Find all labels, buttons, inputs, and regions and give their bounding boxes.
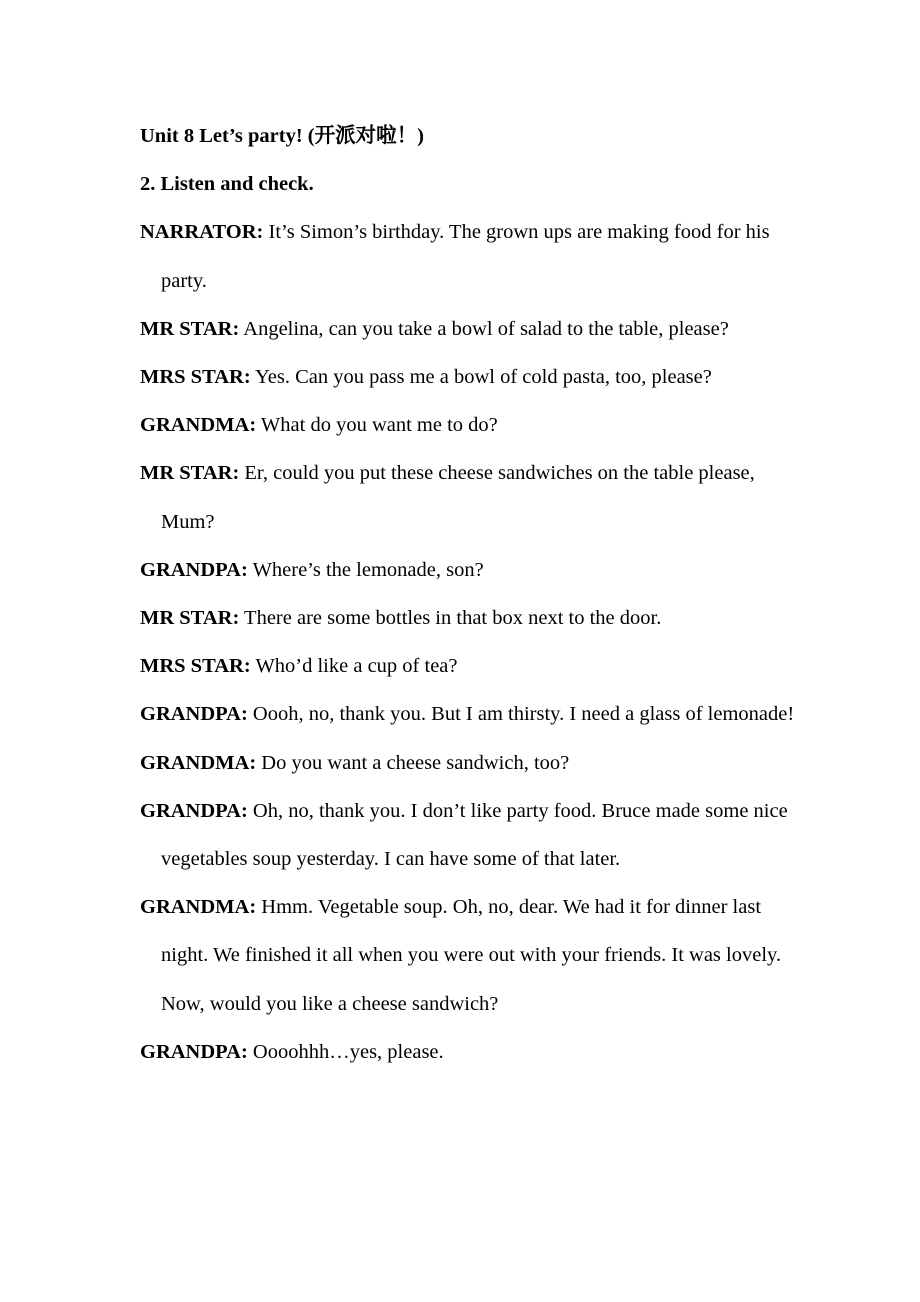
unit-title: Unit 8 Let’s party! (开派对啦！): [140, 125, 424, 147]
dialogue-line: [140, 739, 800, 787]
dialogue-text: What do you want me to do?: [260, 414, 498, 437]
dialogue-line: [140, 787, 800, 883]
speaker-label: MRS STAR:: [140, 366, 251, 389]
dialogue-line: [140, 883, 800, 1028]
dialogue-line: [140, 401, 800, 449]
dialogue-line: [140, 208, 800, 304]
dialogue-line: [140, 642, 800, 690]
dialogue-text: Er, could you put these cheese sandwiches on the table please, Mum?: [161, 462, 755, 533]
speaker-label: MRS STAR:: [140, 655, 251, 678]
speaker-label: GRANDMA:: [140, 414, 257, 437]
speaker-label: GRANDPA:: [140, 558, 248, 581]
dialogue-text: Oooh, no, thank you. But I am thirsty. I need a glass of lemonade!: [252, 703, 795, 726]
dialogue-line: [140, 546, 800, 594]
speaker-label: GRANDPA:: [140, 1040, 248, 1063]
dialogue-text: Who’d like a cup of tea?: [255, 655, 458, 678]
dialogue-line: [140, 305, 800, 353]
dialogue-text: Do you want a cheese sandwich, too?: [261, 751, 570, 774]
speaker-label: NARRATOR:: [140, 221, 264, 244]
dialogue-text: Oooohhh…yes, please.: [252, 1040, 444, 1063]
dialogue-text: Angelina, can you take a bowl of salad to the table, please?: [243, 317, 729, 340]
speaker-label: GRANDPA:: [140, 703, 248, 726]
dialogue-text: There are some bottles in that box next to the door.: [244, 607, 662, 630]
speaker-label: GRANDMA:: [140, 896, 257, 919]
dialogue-text: Where’s the lemonade, son?: [252, 558, 484, 581]
speaker-label: GRANDPA:: [140, 799, 248, 822]
speaker-label: GRANDMA:: [140, 751, 257, 774]
document-body: [140, 112, 800, 1076]
dialogue-line: [140, 594, 800, 642]
dialogue-text: Hmm. Vegetable soup. Oh, no, dear. We had it for dinner last night. We finished it all when you were out with your friends. It was lovely. Now, would you like a cheese sandwich?: [161, 896, 782, 1015]
speaker-label: MR STAR:: [140, 462, 240, 485]
dialogue-line: [140, 449, 800, 545]
speaker-label: MR STAR:: [140, 317, 240, 340]
dialogue-line: [140, 353, 800, 401]
dialogue-text: Oh, no, thank you. I don’t like party food. Bruce made some nice vegetables soup yesterday. I can have some of that later.: [161, 799, 788, 871]
dialogue-line: [140, 690, 800, 738]
dialogue-text: It’s Simon’s birthday. The grown ups are making food for his party.: [161, 221, 770, 292]
dialogue-text: Yes. Can you pass me a bowl of cold pasta, too, please?: [255, 366, 712, 389]
speaker-label: MR STAR:: [140, 607, 240, 630]
section-heading: 2. Listen and check.: [140, 173, 314, 196]
dialogue-line: [140, 1028, 800, 1076]
